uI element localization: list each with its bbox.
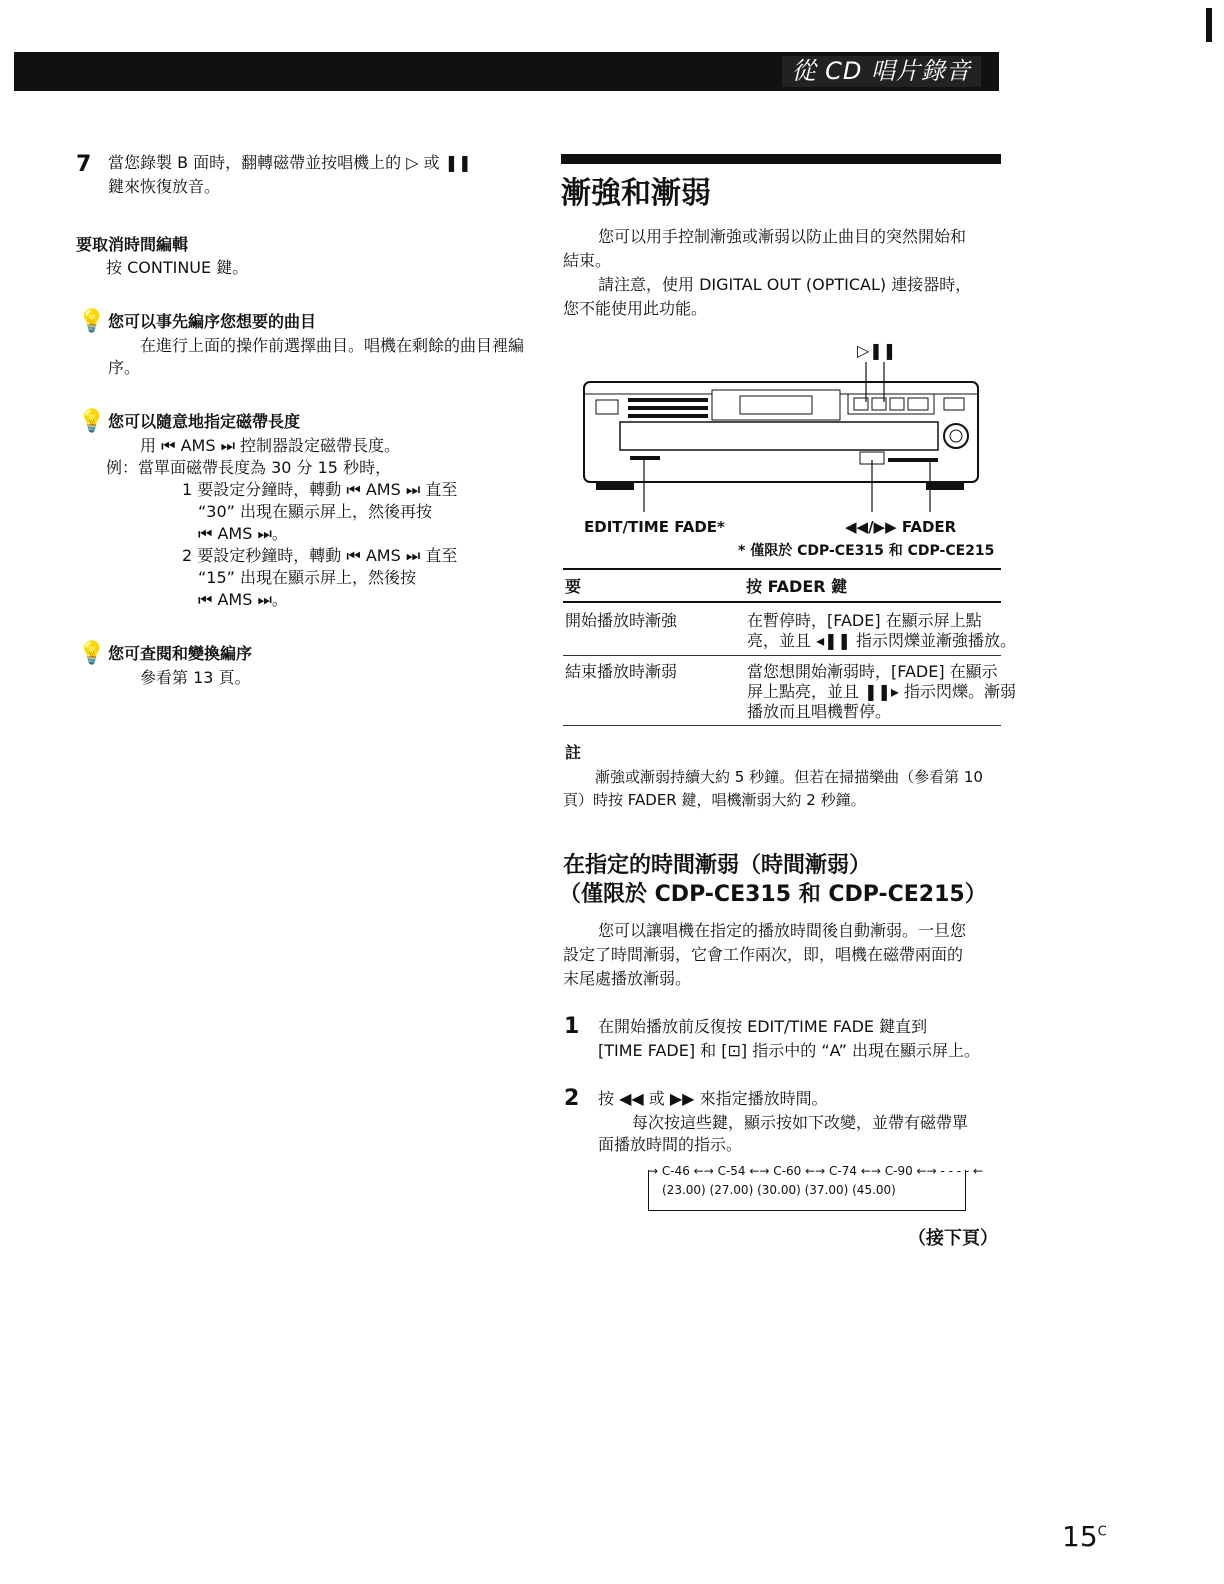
table-row2-desc1: 當您想開始漸弱時，[FADE] 在顯示	[747, 662, 998, 681]
tip3-title: 您可查閱和變換編序	[108, 644, 253, 663]
fade-section-title: 漸強和漸弱	[561, 176, 711, 211]
table-header-col2: 按 FADER 鍵	[746, 577, 848, 596]
step-1-number: 1	[564, 1014, 580, 1039]
section-header-bar	[14, 52, 999, 91]
table-row2-desc3: 播放而且唱機暫停。	[747, 702, 892, 721]
lightbulb-icon: 💡	[78, 309, 106, 334]
tip2-line2: 例：當單面磁帶長度為 30 分 15 秒時，	[106, 458, 392, 477]
continued-label: （接下頁）	[908, 1228, 998, 1249]
play-pause-label: ▷❚❚	[857, 341, 897, 360]
time-fade-p2: 設定了時間漸弱，它會工作兩次，即，唱機在磁帶兩面的	[563, 945, 964, 964]
tip1-body1: 在進行上面的操作前選擇曲目。唱機在剩餘的曲目裡編	[140, 336, 525, 355]
table-row2-action: 結束播放時漸弱	[565, 662, 678, 681]
fader-callout: ◀◀/▶▶ FADER	[845, 518, 957, 536]
table-header-rule	[563, 601, 1001, 603]
intro-line3: 請注意，使用 DIGITAL OUT (OPTICAL) 連接器時，	[598, 275, 972, 294]
note-line1: 漸強或漸弱持續大約 5 秒鐘。但若在掃描樂曲（參看第 10	[595, 768, 983, 786]
tip2-step2b: “15” 出現在顯示屏上，然後按	[198, 568, 417, 587]
time-fade-p3: 末尾處播放漸弱。	[563, 969, 692, 988]
step-1-line1: 在開始播放前反復按 EDIT/TIME FADE 鍵直到	[598, 1017, 928, 1036]
lightbulb-icon: 💡	[78, 409, 106, 434]
note-line2: 頁）時按 FADER 鍵，唱機漸弱大約 2 秒鐘。	[563, 791, 866, 809]
lightbulb-icon: 💡	[78, 641, 106, 666]
cd-player-illustration	[578, 356, 988, 516]
table-bottom-rule	[563, 725, 1001, 726]
tip2-step2c: ⏮ AMS ⏭。	[198, 590, 288, 609]
intro-line2: 結束。	[563, 251, 612, 270]
tape-length-sequence-top: → C-46 ←→ C-54 ←→ C-60 ←→ C-74 ←→ C-90 ←→ - - - - ←	[648, 1164, 984, 1178]
step-2-number: 2	[564, 1086, 580, 1111]
step-7-line1: 當您錄製 B 面時，翻轉磁帶並按唱機上的 ▷ 或 ❚❚	[108, 153, 472, 172]
intro-line1: 您可以用手控制漸強或漸弱以防止曲目的突然開始和	[598, 227, 967, 246]
step-2-line3: 面播放時間的指示。	[598, 1135, 743, 1154]
cancel-title: 要取消時間編輯	[76, 235, 189, 254]
tip2-step2a: 2 要設定秒鐘時，轉動 ⏮ AMS ⏭ 直至	[182, 546, 458, 565]
time-fade-title-line1: 在指定的時間漸弱（時間漸弱）	[563, 853, 872, 878]
tip1-title: 您可以事先編序您想要的曲目	[108, 312, 317, 331]
tip2-title: 您可以隨意地指定磁帶長度	[108, 412, 301, 431]
step-2-line1: 按 ◀◀ 或 ▶▶ 來指定播放時間。	[598, 1089, 828, 1108]
edit-time-fade-callout: EDIT/TIME FADE*	[584, 518, 725, 536]
time-fade-title-line2: （僅限於 CDP-CE315 和 CDP-CE215）	[559, 882, 987, 907]
section-title: 從 CD 唱片錄音	[782, 56, 982, 87]
tip2-step1a: 1 要設定分鐘時，轉動 ⏮ AMS ⏭ 直至	[182, 480, 458, 499]
table-header-col1: 要	[565, 577, 582, 596]
table-row1-desc1: 在暫停時，[FADE] 在顯示屏上點	[747, 611, 982, 630]
table-row1-action: 開始播放時漸強	[565, 611, 678, 630]
time-fade-p1: 您可以讓唱機在指定的播放時間後自動漸弱。一旦您	[598, 921, 967, 940]
tip3-body: 參看第 13 頁。	[140, 668, 251, 687]
intro-line4: 您不能使用此功能。	[563, 299, 708, 318]
tip2-step1c: ⏮ AMS ⏭。	[198, 524, 288, 543]
step-1-line2: [TIME FADE] 和 [⊡] 指示中的 “A” 出現在顯示屏上。	[598, 1041, 980, 1060]
tip2-step1b: “30” 出現在顯示屏上，然後再按	[198, 502, 433, 521]
table-row-divider	[563, 655, 1001, 656]
page-number: $15^C$	[1062, 1520, 1107, 1553]
table-row2-desc2: 屏上點亮，並且 ❚❚▸ 指示閃爍。漸弱	[747, 682, 1017, 701]
tip2-line1: 用 ⏮ AMS ⏭ 控制器設定磁帶長度。	[140, 436, 401, 455]
step-7-number: 7	[76, 152, 92, 177]
section-rule	[561, 154, 1001, 164]
table-top-rule	[563, 568, 1001, 570]
step-7-line2: 鍵來恢復放音。	[108, 177, 221, 196]
cancel-body: 按 CONTINUE 鍵。	[106, 258, 249, 277]
table-row1-desc2: 亮，並且 ◂❚❚ 指示閃爍並漸強播放。	[747, 631, 1017, 650]
note-title: 註	[565, 743, 582, 762]
figure-footnote: * 僅限於 CDP-CE315 和 CDP-CE215	[738, 543, 995, 559]
tape-length-sequence-times: (23.00) (27.00) (30.00) (37.00) (45.00)	[662, 1183, 896, 1197]
tip1-body2: 序。	[108, 358, 141, 377]
edge-mark	[1206, 8, 1212, 42]
step-2-line2: 每次按這些鍵，顯示按如下改變，並帶有磁帶單	[632, 1113, 969, 1132]
